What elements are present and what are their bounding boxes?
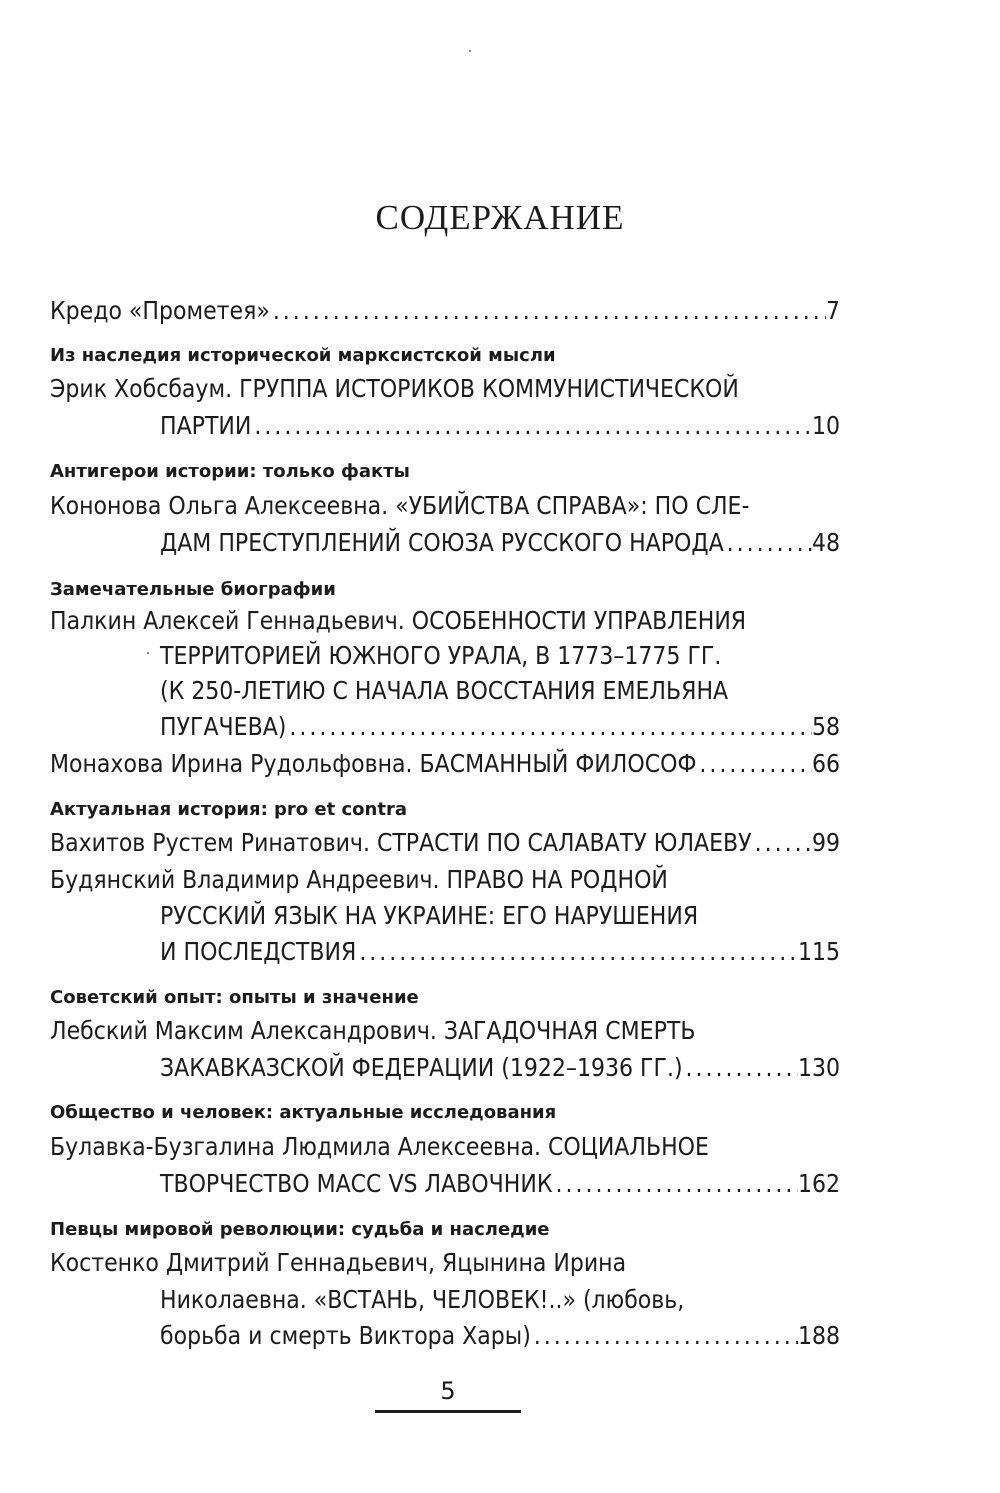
- toc-page-number: 188: [797, 1321, 840, 1350]
- toc-entry-hobsbawm[interactable]: [160, 409, 840, 443]
- toc-page-number: 130: [797, 1053, 840, 1082]
- toc-entry-kononova[interactable]: [160, 526, 840, 560]
- toc-entry-text: И ПОСЛЕДСТВИЯ: [160, 937, 357, 966]
- dot-leader: [286, 710, 812, 744]
- section-heading: Антигерои истории: только факты: [50, 461, 410, 482]
- toc-entry-line[interactable]: ТЕРРИТОРИЕЙ ЮЖНОГО УРАЛА, В 1773–1775 ГГ.: [160, 641, 722, 670]
- dot-leader: [356, 935, 798, 969]
- toc-page-number: 66: [811, 749, 840, 778]
- toc-entry-bulavka[interactable]: [160, 1167, 840, 1201]
- toc-entry-line[interactable]: Николаевна. «ВСТАНЬ, ЧЕЛОВЕК!..» (любовь,: [160, 1285, 685, 1314]
- toc-entry-credo[interactable]: [50, 294, 840, 328]
- toc-entry-line[interactable]: (К 250-ЛЕТИЮ С НАЧАЛА ВОССТАНИЯ ЕМЕЛЬЯНА: [160, 676, 729, 705]
- dot-leader: [552, 1167, 797, 1201]
- section-heading: Из наследия исторической марксистской мысли: [50, 345, 556, 366]
- toc-entry-lebsky[interactable]: [160, 1051, 840, 1085]
- toc-entry-text: ПАРТИИ: [160, 411, 252, 440]
- section-heading: Актуальная история: pro et contra: [50, 799, 407, 820]
- section-heading: Советский опыт: опыты и значение: [50, 987, 419, 1008]
- toc-entry-line[interactable]: Костенко Дмитрий Геннадьевич, Яцынина Ирина: [50, 1248, 627, 1277]
- toc-entry-line[interactable]: РУССКИЙ ЯЗЫК НА УКРАИНЕ: ЕГО НАРУШЕНИЯ: [160, 901, 699, 930]
- toc-entry-kostenko[interactable]: [160, 1319, 840, 1353]
- toc-page-number: 10: [811, 411, 840, 440]
- toc-page-number: 7: [825, 296, 840, 325]
- section-heading: Певцы мировой революции: судьба и наследие: [50, 1219, 550, 1240]
- page-number: 5: [375, 1376, 521, 1413]
- toc-page-number: 48: [811, 528, 840, 557]
- dot-leader: [251, 409, 812, 443]
- toc-entry-line[interactable]: Булавка-Бузгалина Людмила Алексеевна. СОЦИАЛЬНОЕ: [50, 1132, 709, 1161]
- section-heading: Замечательные биографии: [50, 579, 336, 600]
- dot-leader: [683, 1051, 798, 1085]
- toc-entry-line[interactable]: Эрик Хобсбаум. ГРУППА ИСТОРИКОВ КОММУНИСТИЧЕСКОЙ: [50, 374, 739, 403]
- toc-title: СОДЕРЖАНИЕ: [375, 198, 625, 237]
- dot-leader: [270, 294, 826, 328]
- toc-entry-line[interactable]: Будянский Владимир Андреевич. ПРАВО НА РОДНОЙ: [50, 865, 668, 894]
- section-heading: Общество и человек: актуальные исследования: [50, 1102, 557, 1123]
- toc-entry-budyansky[interactable]: [160, 935, 840, 969]
- print-speck: [469, 50, 471, 52]
- toc-entry-text: ДАМ ПРЕСТУПЛЕНИЙ СОЮЗА РУССКОГО НАРОДА: [160, 528, 724, 557]
- toc-page-number: 58: [811, 712, 840, 741]
- toc-page-number: 115: [797, 937, 840, 966]
- toc-entry-vakhitov[interactable]: [50, 826, 840, 860]
- toc-entry-text: борьба и смерть Виктора Хары): [160, 1321, 531, 1350]
- toc-page-number: 99: [811, 828, 840, 857]
- toc-entry-line[interactable]: Лебский Максим Александрович. ЗАГАДОЧНАЯ СМЕРТЬ: [50, 1016, 696, 1045]
- toc-entry-text: Кредо «Прометея»: [50, 296, 270, 325]
- dot-leader: [696, 747, 812, 781]
- toc-entry-palkin[interactable]: [160, 710, 840, 744]
- toc-entry-text: ТВОРЧЕСТВО МАСС VS ЛАВОЧНИК: [160, 1169, 553, 1198]
- toc-entry-monakhova[interactable]: [50, 747, 840, 781]
- toc-entry-text: Монахова Ирина Рудольфовна. БАСМАННЫЙ ФИЛОСОФ: [50, 749, 697, 778]
- dot-leader: [724, 526, 812, 560]
- toc-entry-line[interactable]: Кононова Ольга Алексеевна. «УБИЙСТВА СПРАВА»: ПО СЛЕ-: [50, 491, 750, 520]
- toc-entry-text: Вахитов Рустем Ринатович. СТРАСТИ ПО САЛАВАТУ ЮЛАЕВУ: [50, 828, 752, 857]
- dot-leader: [752, 826, 812, 860]
- toc-page-number: 162: [797, 1169, 840, 1198]
- toc-entry-text: ПУГАЧЕВА): [160, 712, 287, 741]
- dot-leader: [531, 1319, 798, 1353]
- toc-entry-line[interactable]: Палкин Алексей Геннадьевич. ОСОБЕННОСТИ УПРАВЛЕНИЯ: [50, 606, 747, 635]
- toc-entry-text: ЗАКАВКАЗСКОЙ ФЕДЕРАЦИИ (1922–1936 ГГ.): [160, 1053, 683, 1082]
- print-speck: [147, 652, 149, 654]
